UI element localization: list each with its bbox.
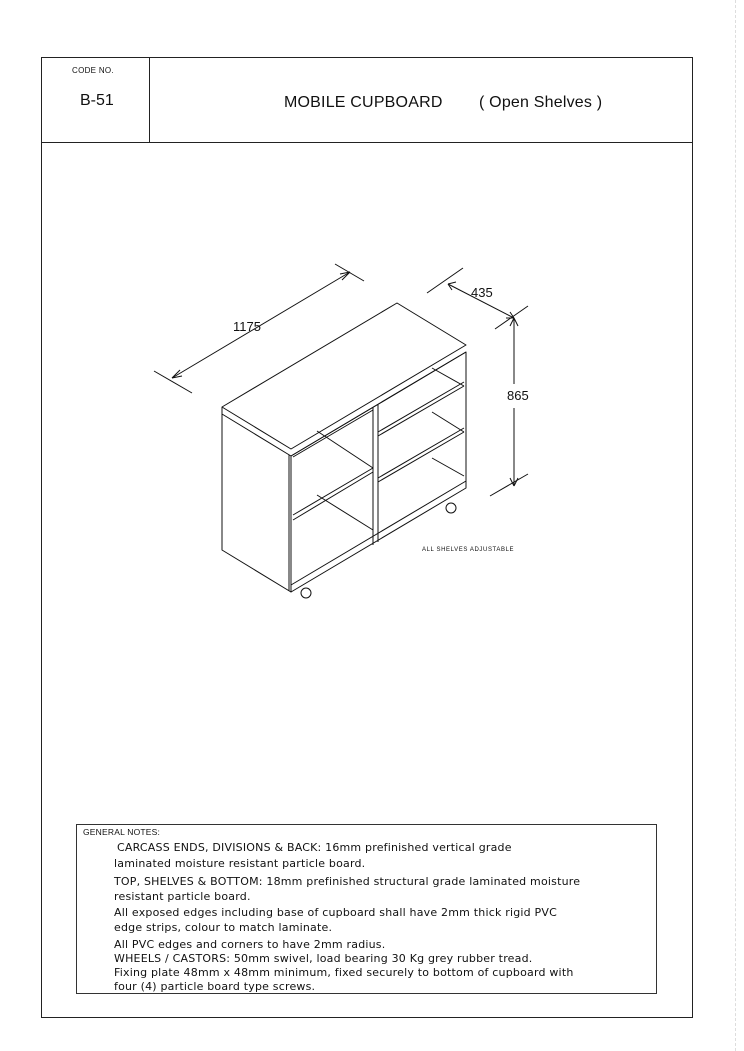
cupboard-top-thickness <box>222 352 466 456</box>
left-bay-shelf-depth <box>317 431 373 530</box>
left-bay-shelf <box>293 468 373 520</box>
note-line: edge strips, colour to match laminate. <box>114 921 333 934</box>
note-line: All exposed edges including base of cupboard shall have 2mm thick rigid PVC <box>114 906 557 919</box>
right-bay-shelf-lower <box>378 428 464 482</box>
cupboard-left-end <box>222 414 291 592</box>
dim-height-label: 865 <box>507 388 529 403</box>
castor-front <box>301 588 311 598</box>
shelves-adjustable-note: ALL SHELVES ADJUSTABLE <box>422 547 515 553</box>
dim-width-label: 1175 <box>233 319 261 334</box>
dim-depth-label: 435 <box>471 285 493 300</box>
note-line: CARCASS ENDS, DIVISIONS & BACK: 16mm prefinished vertical grade <box>117 841 512 854</box>
code-label: CODE NO. <box>72 66 114 75</box>
note-line: Fixing plate 48mm x 48mm minimum, fixed securely to bottom of cupboard with <box>114 966 574 979</box>
right-bay-shelf-depth <box>432 368 464 476</box>
note-line: All PVC edges and corners to have 2mm radius. <box>114 938 386 951</box>
note-line: WHEELS / CASTORS: 50mm swivel, load bearing 30 Kg grey rubber tread. <box>114 952 533 965</box>
general-notes-box <box>76 824 657 994</box>
note-line: laminated moisture resistant particle board. <box>114 857 366 870</box>
note-line: four (4) particle board type screws. <box>114 980 316 993</box>
notes-heading: GENERAL NOTES: <box>83 827 161 837</box>
drawing-subtitle: ( Open Shelves ) <box>479 94 603 111</box>
drawing-title: MOBILE CUPBOARD <box>284 94 443 111</box>
note-line: resistant particle board. <box>114 890 251 903</box>
note-line: TOP, SHELVES & BOTTOM: 18mm prefinished structural grade laminated moisture <box>114 875 581 888</box>
code-value: B-51 <box>80 92 114 109</box>
left-bay-back <box>293 410 373 457</box>
centre-division <box>373 404 378 545</box>
dim-height-line <box>490 318 528 496</box>
castor-right <box>446 503 456 513</box>
